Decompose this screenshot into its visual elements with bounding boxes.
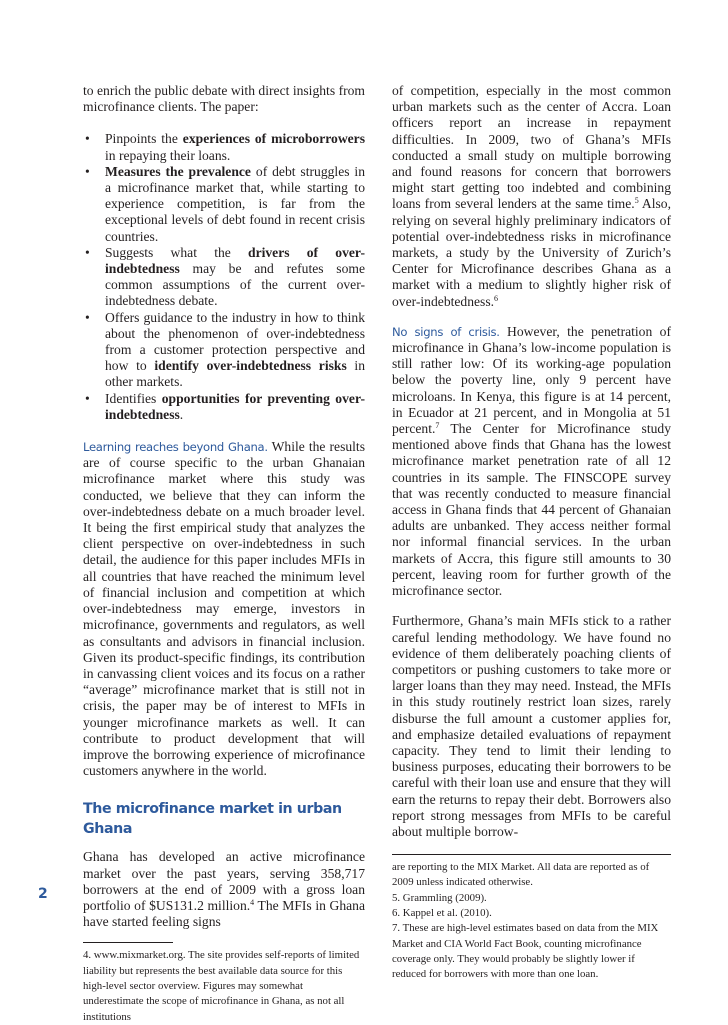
right-column (392, 83, 671, 983)
text: of debt struggles in a microfinance market that, while starting to experience competition, is far from the exceptional levels of debt found in recent crisis countries. (105, 163, 365, 244)
footnote-divider (392, 854, 671, 855)
bold-text: Measures the prevalence (105, 163, 251, 179)
lending-paragraph: Furthermore, Ghana’s main MFIs stick to a rather careful lending methodology. We have found no evidence of them deliberately poaching clients of competitors or pushing customers to take more or larger loans than they may need. Instead, the MFIs in this study routinely restrict loan sizes, rarely disburse the full amount a customer applies for, and emphasize detailed evaluations of repayment capacity. They tend to limit their lending to business purposes, educating their borrowers to be careful with their loan use and ensure that they will earn the returns to repay their debt. Borrowers also report strong messages from MFIs to be careful about multiple borrow- (392, 613, 671, 839)
section-heading: The microfinance market in urban Ghana (83, 801, 342, 838)
list-item (83, 391, 365, 423)
learning-paragraph (83, 439, 365, 779)
footnote-ref[interactable]: 5 (634, 196, 639, 206)
competition-paragraph (392, 83, 671, 310)
bullet-icon: • (85, 390, 90, 406)
bold-text: drivers of over-indebtedness (105, 244, 365, 277)
findings-list (83, 131, 365, 423)
text: However, the penetration of microfinance in Ghana’s low-income population is still rather low: Of its working-age population below the poverty line, only 9 percent have microloans. In Kenya, this figure is at 14 percent, in Ecuador at 21 percent, and in Mongolia at 51 percent. (392, 323, 671, 437)
footnotes-right (392, 860, 671, 982)
text: The MFIs in Ghana have started feeling signs (83, 897, 365, 930)
text: Identifies (105, 390, 162, 406)
text: The Center for Microfinance study mentioned above finds that Ghana has the lowest microfinance market penetration rate of all 12 countries in its sample. The FINSCOPE survey that was recently conducted to measure financial access in Ghana finds that 44 percent of Ghanaian adults are unbanked. They access neither formal nor informal financial services. In the urban markets of Accra, this figure still amounts to 30 percent, leaving room for further growth of the microfinance sector. (392, 421, 671, 599)
bold-text: experiences of microborrowers (182, 131, 365, 147)
text: may be and refutes some common assumptions of the current over-indebtedness debate. (105, 261, 365, 309)
text: of competition, especially in the most common urban markets such as the center of Accra. Loan officers report an increase in repayment difficulties. In 2009, two of Ghana’s MFIs conducted a small study on multiple borrowing and found reasons for concern that borrowers might start getting too indebted and combining loans from several lenders at the same time. (392, 83, 671, 212)
text: Pinpoints the (105, 131, 183, 147)
footnote-4: 4. www.mixmarket.org. The site provides self-reports of limited liability but represents the best available data source for this high-level sector overview. Figures may somewhat underestimate the scope of microfinance in Ghana, as not all institutions (83, 949, 360, 1023)
footnote-5: 5. Grammling (2009). (392, 891, 487, 904)
text: Suggests what the (105, 244, 249, 260)
bullet-icon: • (85, 244, 90, 260)
bullet-icon: • (85, 131, 90, 147)
text: . (179, 406, 184, 422)
left-column (83, 83, 365, 1025)
footnote-ref[interactable]: 7 (435, 421, 440, 431)
bullet-icon: • (85, 309, 90, 325)
text: in repaying their loans. (105, 147, 231, 163)
text: While the results are of course specific to the urban Ghanaian microfinance market where this study was conducted, we believe that they can inform the over-indebtedness debate on a much broader level. It being the first empirical study that analyzes the client perspective on over-indebtedness in such detail, the audience for this paper includes MFIs in all countries that have reached the minimum level of financial inclusion and competition at which over-indebtedness may emerge, investors in microfinance, governments and regulators, as well as consultants and advisors in financial inclusion. Given its product-specific findings, its contribution in canvassing client voices and its focus on a rather “average” microfinance market that is still not in crisis, the paper may be of interest to MFIs in younger microfinance markets as well. It can contribute to product development that will improve the borrowing experience of microfinance customers anywhere in the world. (83, 439, 365, 779)
ghana-paragraph (83, 849, 365, 930)
footnote-ref[interactable]: 6 (494, 293, 499, 303)
bullet-icon: • (85, 163, 90, 179)
crisis-paragraph (392, 324, 671, 599)
list-item (83, 131, 365, 163)
list-item (83, 164, 365, 245)
footnote-continued: are reporting to the MIX Market. All data are reported as of 2009 unless indicated otherwise. (392, 861, 650, 889)
bold-text: identify over-indebtedness risks (154, 358, 347, 374)
list-item (83, 245, 365, 310)
footnote-ref[interactable]: 4 (250, 897, 255, 907)
footnote-7: 7. These are high-level estimates based on data from the MIX Market and CIA World Fact Book, counting microfinance coverage only. They would probably be slightly lower if reduced for borrowers with more than one loan. (392, 922, 659, 981)
text: Offers guidance to the industry in how to think about the phenomenon of over-indebtedness from a customer protection perspective and how to (105, 309, 365, 374)
text: Also, relying on several highly preliminary indicators of potential over-indebtedness risks in microfinance markets, a study by the University of Zurich’s Center for Microfinance describes Ghana as a market with a medium to slightly higher risk of over-indebtedness. (392, 196, 672, 309)
intro-paragraph: to enrich the public debate with direct insights from microfinance clients. The paper: (83, 83, 365, 115)
text: in other markets. (105, 358, 365, 390)
page-number: 2 (38, 886, 48, 902)
bold-text: opportunities for preventing over-indebtedness (105, 390, 365, 422)
text: Ghana has developed an active microfinance market over the past years, serving 358,717 borrowers at the end of 2009 with a gross loan portfolio of $US131.2 million. (83, 849, 365, 913)
run-in-heading: No signs of crisis. (392, 324, 500, 339)
list-item (83, 310, 365, 391)
footnote-6: 6. Kappel et al. (2010). (392, 907, 492, 920)
run-in-heading: Learning reaches beyond Ghana. (83, 440, 268, 455)
